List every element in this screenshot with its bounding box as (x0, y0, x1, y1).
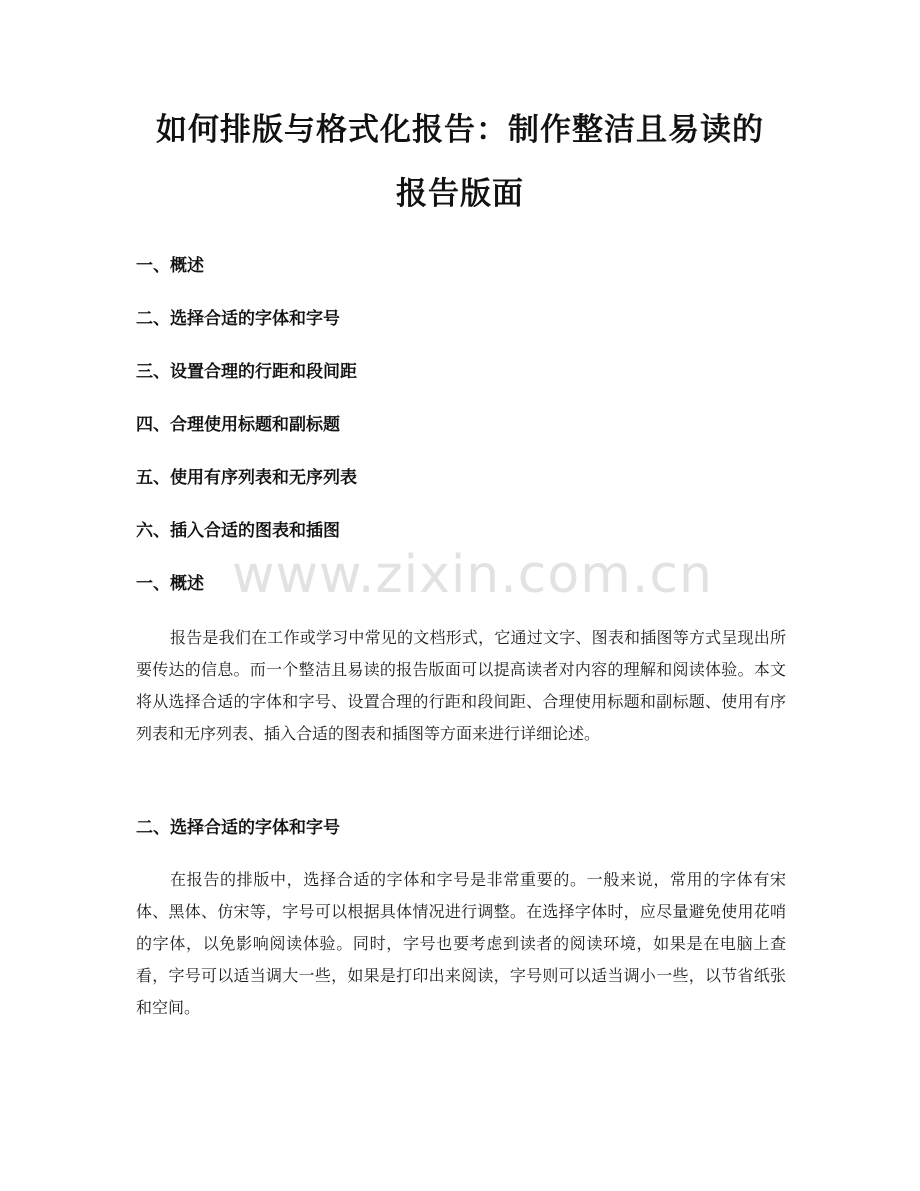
toc-item: 六、插入合适的图表和插图 (136, 521, 340, 541)
section-heading: 一、概述 (136, 574, 204, 594)
toc-item: 一、概述 (136, 256, 204, 276)
table-of-contents (136, 254, 357, 572)
watermark: www.zixin.com.cn (232, 545, 713, 605)
section-heading: 二、选择合适的字体和字号 (136, 818, 340, 838)
toc-item: 三、设置合理的行距和段间距 (136, 362, 357, 382)
toc-item: 四、合理使用标题和副标题 (136, 415, 340, 435)
toc-item: 五、使用有序列表和无序列表 (136, 468, 357, 488)
section-paragraph: 在报告的排版中，选择合适的字体和字号是非常重要的。一般来说，常用的字体有宋体、黑体、仿宋等，字号可以根据具体情况进行调整。在选择字体时，应尽量避免使用花哨的字体，以免影响阅读体验。同时，字号也要考虑到读者的阅读环境，如果是在电脑上查看，字号可以适当调大一些，如果是打印出来阅读，字号则可以适当调小一些，以节省纸张和空间。 (136, 870, 786, 1017)
toc-item: 二、选择合适的字体和字号 (136, 309, 340, 329)
document-title-line-1: 如何排版与格式化报告：制作整洁且易读的 (156, 112, 764, 148)
document-title-line-2: 报告版面 (396, 176, 524, 212)
section-paragraph: 报告是我们在工作或学习中常见的文档形式，它通过文字、图表和插图等方式呈现出所要传达的信息。而一个整洁且易读的报告版面可以提高读者对内容的理解和阅读体验。本文将从选择合适的字体和字号、设置合理的行距和段间距、合理使用标题和副标题、使用有序列表和无序列表、插入合适的图表和插图等方面来进行详细论述。 (136, 628, 786, 743)
